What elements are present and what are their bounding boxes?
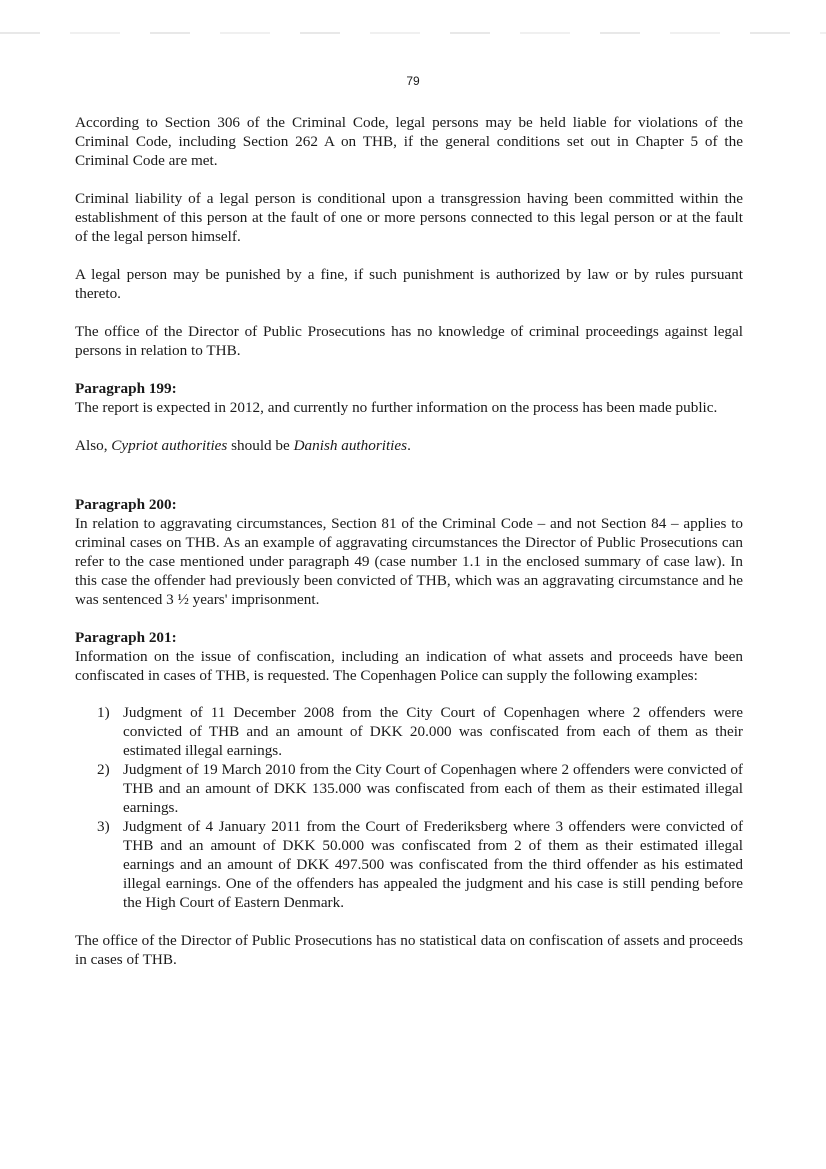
list-item-number: 2) <box>97 761 110 778</box>
scan-edge-artifact <box>0 32 826 34</box>
correction-mid: should be <box>227 437 294 454</box>
page-number: 79 <box>406 74 420 88</box>
correction-prefix: Also, <box>75 437 112 454</box>
intro-paragraph-3: A legal person may be punished by a fine, if such punishment is authorized by law or by rules pursuant thereto. <box>75 266 743 302</box>
intro-paragraph-4: The office of the Director of Public Prosecutions has no knowledge of criminal proceedings against legal persons in relation to THB. <box>75 323 743 359</box>
correction-suffix: . <box>407 437 411 454</box>
correction-term-new: Danish authorities <box>293 437 408 454</box>
closing-paragraph: The office of the Director of Public Prosecutions has no statistical data on confiscation of assets and proceeds in cases of THB. <box>75 932 743 968</box>
list-item-text: Judgment of 11 December 2008 from the City Court of Copenhagen where 2 offenders were convicted of THB and an amount of DKK 20.000 was confiscated from each of them as their estimated illegal earnings. <box>123 704 743 759</box>
intro-paragraph-2: Criminal liability of a legal person is conditional upon a transgression having been committed within the establishment of this person at the fault of one or more persons connected to this legal person or at the fault of the legal person himself. <box>75 190 743 245</box>
intro-paragraph-1: According to Section 306 of the Criminal Code, legal persons may be held liable for violations of the Criminal Code, including Section 262 A on THB, if the general conditions set out in Chapter 5 of the Criminal Code are met. <box>75 114 743 169</box>
paragraph-201-body: Information on the issue of confiscation, including an indication of what assets and proceeds have been confiscated in cases of THB, is requested. The Copenhagen Police can supply the following examples: <box>75 648 743 684</box>
document-body <box>75 113 743 969</box>
confiscation-examples-list <box>75 703 743 912</box>
paragraph-201-heading: Paragraph 201: <box>75 629 177 646</box>
list-item <box>75 760 743 817</box>
list-item-number: 3) <box>97 818 110 835</box>
paragraph-199-correction <box>75 436 743 455</box>
paragraph-199-heading: Paragraph 199: <box>75 380 177 397</box>
paragraph-199-body: The report is expected in 2012, and currently no further information on the process has been made public. <box>75 399 718 416</box>
list-item <box>75 703 743 760</box>
paragraph-200-heading: Paragraph 200: <box>75 496 177 513</box>
paragraph-200-body: In relation to aggravating circumstances, Section 81 of the Criminal Code – and not Section 84 – applies to criminal cases on THB. As an example of aggravating circumstances the Director of Public Prosecutions can refer to the case mentioned under paragraph 49 (case number 1.1 in the enclosed summary of case law). In this case the offender had previously been convicted of THB, which was an aggravating circumstance and he was sentenced 3 ½ years' imprisonment. <box>75 515 743 608</box>
list-item <box>75 817 743 912</box>
correction-term-old: Cypriot authorities <box>111 437 228 454</box>
list-item-number: 1) <box>97 704 110 721</box>
list-item-text: Judgment of 4 January 2011 from the Court of Frederiksberg where 3 offenders were convicted of THB and an amount of DKK 50.000 was confiscated from 2 of them as their estimated illegal earnings and an amount of DKK 497.500 was confiscated from the third offender as his estimated illegal earnings. One of the offenders has appealed the judgment and his case is still pending before the High Court of Eastern Denmark. <box>123 818 743 911</box>
list-item-text: Judgment of 19 March 2010 from the City Court of Copenhagen where 2 offenders were convicted of THB and an amount of DKK 135.000 was confiscated from each of them as their estimated illegal earnings. <box>123 761 743 816</box>
